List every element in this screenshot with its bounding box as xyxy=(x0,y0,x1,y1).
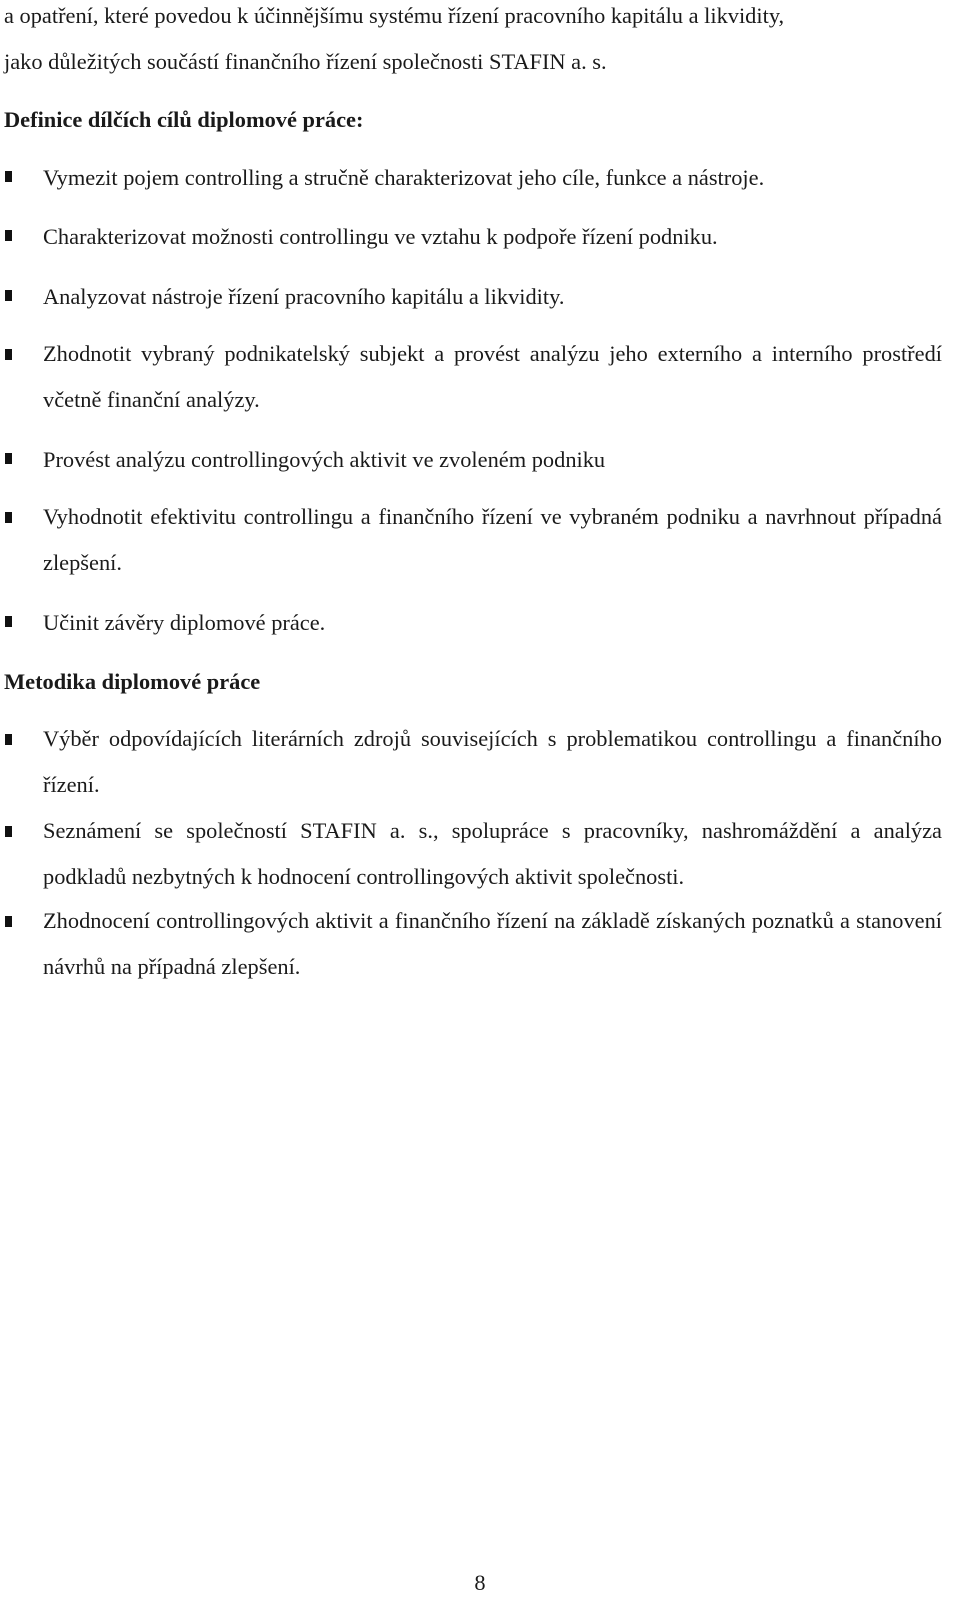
bullet-icon xyxy=(5,171,12,182)
goal-item-5: Provést analýzu controllingových aktivit ve zvoleném podniku xyxy=(43,447,606,472)
goals-heading: Definice dílčích cílů diplomové práce: xyxy=(4,107,364,132)
bullet-icon xyxy=(5,349,12,360)
bullet-icon xyxy=(5,512,12,523)
intro-line-1: a opatření, které povedou k účinnějšímu systému řízení pracovního kapitálu a likvidity, xyxy=(4,3,785,28)
bullet-icon xyxy=(5,734,12,745)
goal-item-4: Zhodnotit vybraný podnikatelský subjekt a provést analýzu jeho externího a interního prostředí včetně finanční analýzy. xyxy=(43,341,942,412)
bullet-icon xyxy=(5,453,12,464)
method-item-2: Seznámení se společností STAFIN a. s., spolupráce s pracovníky, nashromáždění a analýza podkladů nezbytných k hodnocení controllingových aktivit společnosti. xyxy=(43,818,942,889)
goal-item-1: Vymezit pojem controlling a stručně charakterizovat jeho cíle, funkce a nástroje. xyxy=(43,165,765,190)
bullet-icon xyxy=(5,230,12,241)
page-number: 8 xyxy=(474,1570,486,1595)
method-item-3: Zhodnocení controllingových aktivit a finančního řízení na základě získaných poznatků a stanovení návrhů na případná zlepšení. xyxy=(43,908,942,979)
methodology-heading: Metodika diplomové práce xyxy=(4,669,261,694)
method-item-1: Výběr odpovídajících literárních zdrojů souvisejících s problematikou controllingu a finančního řízení. xyxy=(43,726,942,797)
goal-item-7: Učinit závěry diplomové práce. xyxy=(43,610,326,635)
bullet-icon xyxy=(5,290,12,301)
goal-item-3: Analyzovat nástroje řízení pracovního kapitálu a likvidity. xyxy=(43,284,565,309)
goal-item-6: Vyhodnotit efektivitu controllingu a finančního řízení ve vybraném podniku a navrhnout případná zlepšení. xyxy=(43,504,942,575)
goal-item-2: Charakterizovat možnosti controllingu ve vztahu k podpoře řízení podniku. xyxy=(43,224,718,249)
intro-line-2: jako důležitých součástí finančního řízení společnosti STAFIN a. s. xyxy=(4,49,607,74)
bullet-icon xyxy=(5,826,12,837)
bullet-icon xyxy=(5,616,12,627)
bullet-icon xyxy=(5,916,12,927)
